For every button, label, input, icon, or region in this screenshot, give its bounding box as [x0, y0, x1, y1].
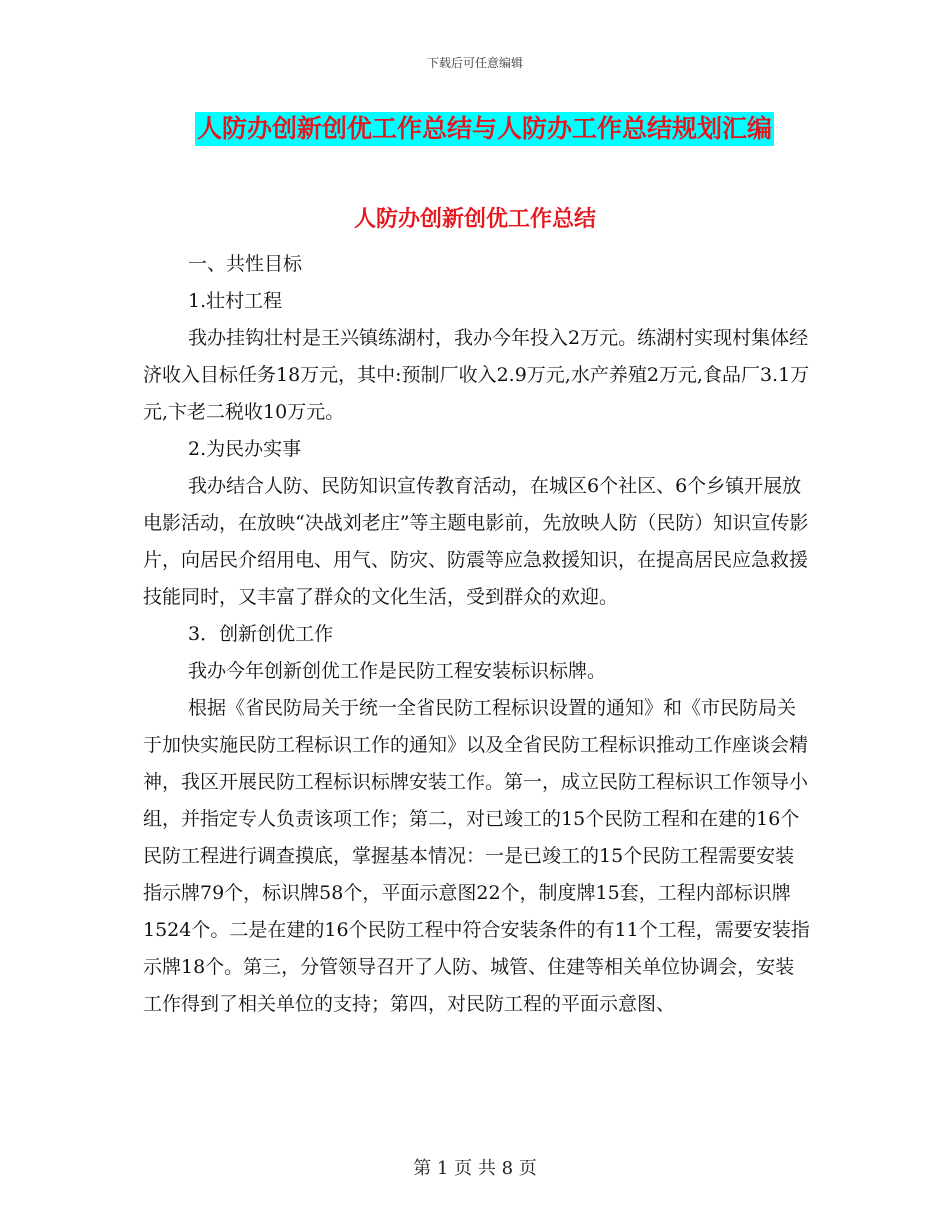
page-footer: 第 1 页 共 8 页 [413, 1158, 537, 1179]
document-title: 人防办创新创优工作总结与人防办工作总结规划汇编 [195, 112, 774, 146]
heading-public-service: 2.为民办实事 [188, 438, 302, 460]
heading-common-goals: 一、共性目标 [188, 253, 303, 275]
paragraph-public-service: 我办结合人防、民防知识宣传教育活动，在城区6个社区、6个乡镇开展放电影活动，在放映“决战刘老庄”等主题电影前，先放映人防（民防）知识宣传影片，向居民介绍用电、用气、防灾、防震等应急救援知识，在提高居民应急救援技能同时，又丰富了群众的文化生活，受到群众的欢迎。 [143, 475, 809, 608]
document-body [143, 246, 813, 1023]
header-note: 下载后可任意编辑 [426, 56, 523, 70]
paragraph-innovation-details: 根据《省民防局关于统一全省民防工程标识设置的通知》和《市民防局关于加快实施民防工程标识工作的通知》以及全省民防工程标识推动工作座谈会精神，我区开展民防工程标识标牌安装工作。第一，成立民防工程标识工作领导小组，并指定专人负责该项工作；第二，对已竣工的15个民防工程和在建的16个民防工程进行调查摸底，掌握基本情况：一是已竣工的15个民防工程需要安装指示牌79个，标识牌58个，平面示意图22个，制度牌15套，工程内部标识牌1524个。二是在建的16个民防工程中符合安装条件的有11个工程，需要安装指示牌18个。第三，分管领导召开了人防、城管、住建等相关单位协调会，安装工作得到了相关单位的支持；第四，对民防工程的平面示意图、 [143, 697, 810, 1015]
paragraph-innovation-summary: 我办今年创新创优工作是民防工程安装标识标牌。 [188, 660, 607, 682]
heading-village-project: 1.壮村工程 [188, 290, 283, 312]
section-title: 人防办创新创优工作总结 [353, 207, 596, 232]
paragraph-village-project: 我办挂钩壮村是王兴镇练湖村，我办今年投入2万元。练湖村实现村集体经济收入目标任务18万元，其中:预制厂收入2.9万元,水产养殖2万元,食品厂3.1万元,卞老二税收10万元。 [143, 327, 810, 423]
heading-innovation-work: 3．创新创优工作 [188, 623, 334, 645]
